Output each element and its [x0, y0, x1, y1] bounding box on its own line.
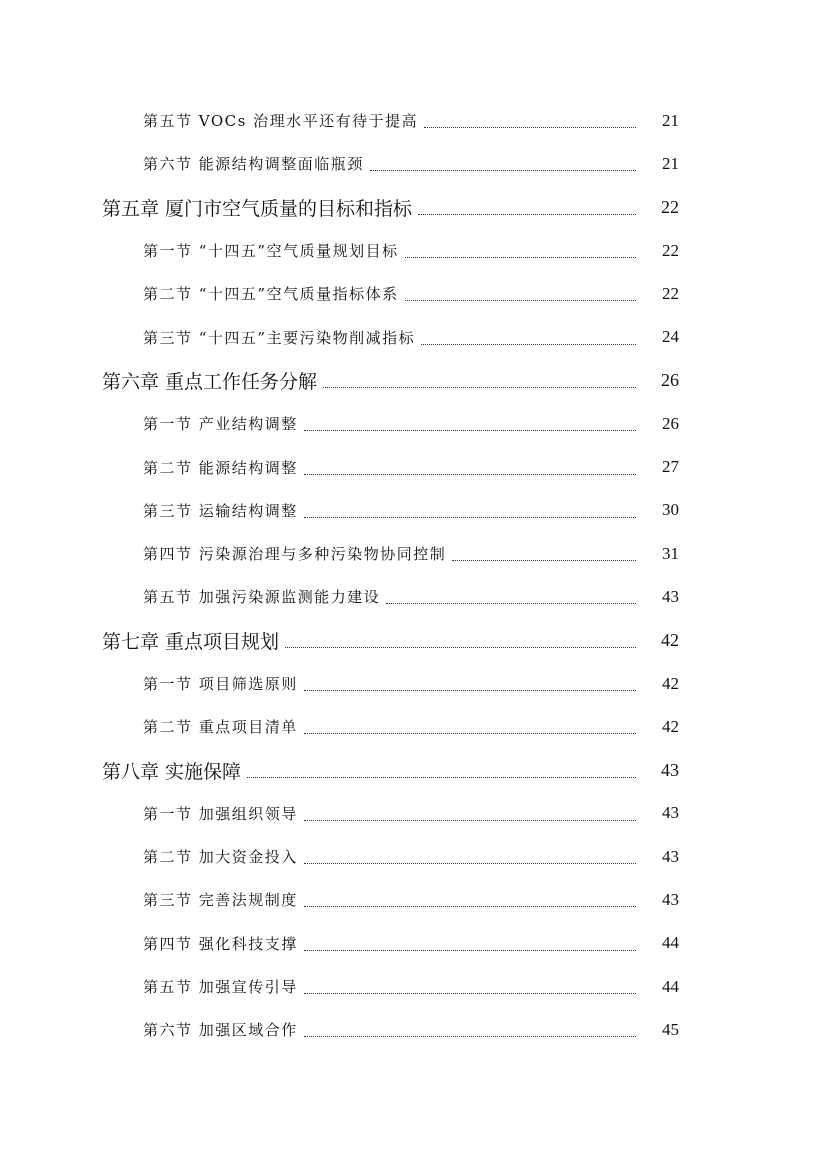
toc-section-entry[interactable]: [0, 402, 826, 445]
toc-entry-page-number: 30: [662, 500, 679, 520]
toc-chapter-entry[interactable]: [0, 619, 826, 662]
dot-leader: [304, 1036, 636, 1037]
table-of-contents: [0, 99, 826, 1052]
toc-entry-page-number: 43: [662, 586, 679, 606]
toc-chapter-entry[interactable]: [0, 748, 826, 791]
toc-entry-title: 第一节 产业结构调整: [143, 415, 298, 434]
toc-section-entry[interactable]: [0, 489, 826, 532]
toc-section-entry[interactable]: [0, 835, 826, 878]
toc-section-entry[interactable]: [0, 705, 826, 748]
dot-leader: [304, 993, 636, 994]
toc-entry-title: 第三节 完善法规制度: [143, 891, 298, 910]
toc-entry-page-number: 31: [662, 543, 679, 563]
toc-entry-title: 第二节 加大资金投入: [143, 848, 298, 867]
toc-entry-title: 第二节 “十四五”空气质量指标体系: [143, 285, 399, 304]
toc-section-entry[interactable]: [0, 575, 826, 618]
toc-entry-page-number: 24: [662, 327, 679, 347]
toc-section-entry[interactable]: [0, 532, 826, 575]
dot-leader: [304, 950, 636, 951]
toc-entry-page-number: 42: [661, 629, 679, 650]
toc-entry-page-number: 27: [662, 457, 679, 477]
toc-entry-page-number: 22: [661, 196, 679, 217]
toc-section-entry[interactable]: [0, 445, 826, 488]
toc-chapter-entry[interactable]: [0, 359, 826, 402]
toc-section-entry[interactable]: [0, 229, 826, 272]
dot-leader: [304, 733, 636, 734]
toc-entry-page-number: 43: [661, 759, 679, 780]
toc-entry-page-number: 43: [662, 846, 679, 866]
toc-entry-title: 第八章 实施保障: [102, 760, 242, 783]
toc-entry-title: 第二节 能源结构调整: [143, 458, 298, 477]
toc-entry-title: 第三节 运输结构调整: [143, 501, 298, 520]
toc-entry-title: 第五节 加强宣传引导: [143, 978, 298, 997]
dot-leader: [323, 387, 636, 388]
toc-entry-page-number: 21: [662, 153, 679, 173]
toc-entry-title: 第四节 强化科技支撑: [143, 934, 298, 953]
toc-section-entry[interactable]: [0, 99, 826, 142]
dot-leader: [386, 603, 636, 604]
dot-leader: [424, 127, 636, 128]
toc-entry-title: 第六节 加强区域合作: [143, 1021, 298, 1040]
dot-leader: [304, 863, 636, 864]
toc-entry-page-number: 22: [662, 283, 679, 303]
toc-entry-title: 第一节 加强组织领导: [143, 804, 298, 823]
dot-leader: [405, 257, 636, 258]
dot-leader: [285, 647, 636, 648]
dot-leader: [304, 430, 636, 431]
toc-entry-title: 第五章 厦门市空气质量的目标和指标: [102, 197, 413, 220]
dot-leader: [304, 690, 636, 691]
toc-entry-page-number: 42: [662, 716, 679, 736]
toc-entry-page-number: 26: [662, 413, 679, 433]
toc-section-entry[interactable]: [0, 142, 826, 185]
toc-entry-page-number: 43: [662, 803, 679, 823]
dot-leader: [304, 517, 636, 518]
toc-entry-page-number: 21: [662, 110, 679, 130]
toc-section-entry[interactable]: [0, 792, 826, 835]
dot-leader: [452, 560, 636, 561]
toc-entry-title: 第二节 重点项目清单: [143, 718, 298, 737]
toc-section-entry[interactable]: [0, 965, 826, 1008]
dot-leader: [421, 344, 636, 345]
toc-section-entry[interactable]: [0, 315, 826, 358]
toc-section-entry[interactable]: [0, 272, 826, 315]
toc-section-entry[interactable]: [0, 878, 826, 921]
dot-leader: [247, 777, 636, 778]
toc-section-entry[interactable]: [0, 922, 826, 965]
toc-section-entry[interactable]: [0, 662, 826, 705]
dot-leader: [304, 474, 636, 475]
toc-entry-title: 第一节 “十四五”空气质量规划目标: [143, 242, 399, 261]
toc-entry-page-number: 45: [662, 1019, 679, 1039]
toc-entry-title: 第七章 重点项目规划: [102, 630, 280, 653]
toc-entry-page-number: 44: [662, 933, 679, 953]
toc-entry-page-number: 43: [662, 889, 679, 909]
toc-entry-page-number: 22: [662, 240, 679, 260]
toc-entry-title: 第五节 VOCs 治理水平还有待于提高: [143, 112, 419, 131]
toc-entry-title: 第六节 能源结构调整面临瓶颈: [143, 155, 364, 174]
toc-entry-title: 第三节 “十四五”主要污染物削减指标: [143, 328, 416, 347]
toc-entry-title: 第五节 加强污染源监测能力建设: [143, 588, 381, 607]
toc-entry-title: 第四节 污染源治理与多种污染物协同控制: [143, 545, 447, 564]
toc-entry-title: 第一节 项目筛选原则: [143, 675, 298, 693]
dot-leader: [418, 214, 636, 215]
toc-section-entry[interactable]: [0, 1008, 826, 1051]
dot-leader: [370, 170, 636, 171]
dot-leader: [405, 300, 636, 301]
dot-leader: [304, 820, 636, 821]
toc-entry-title: 第六章 重点工作任务分解: [102, 370, 318, 393]
toc-chapter-entry[interactable]: [0, 186, 826, 229]
toc-entry-page-number: 44: [662, 976, 679, 996]
dot-leader: [304, 906, 636, 907]
toc-entry-page-number: 26: [661, 369, 679, 390]
toc-entry-page-number: 42: [662, 673, 679, 693]
